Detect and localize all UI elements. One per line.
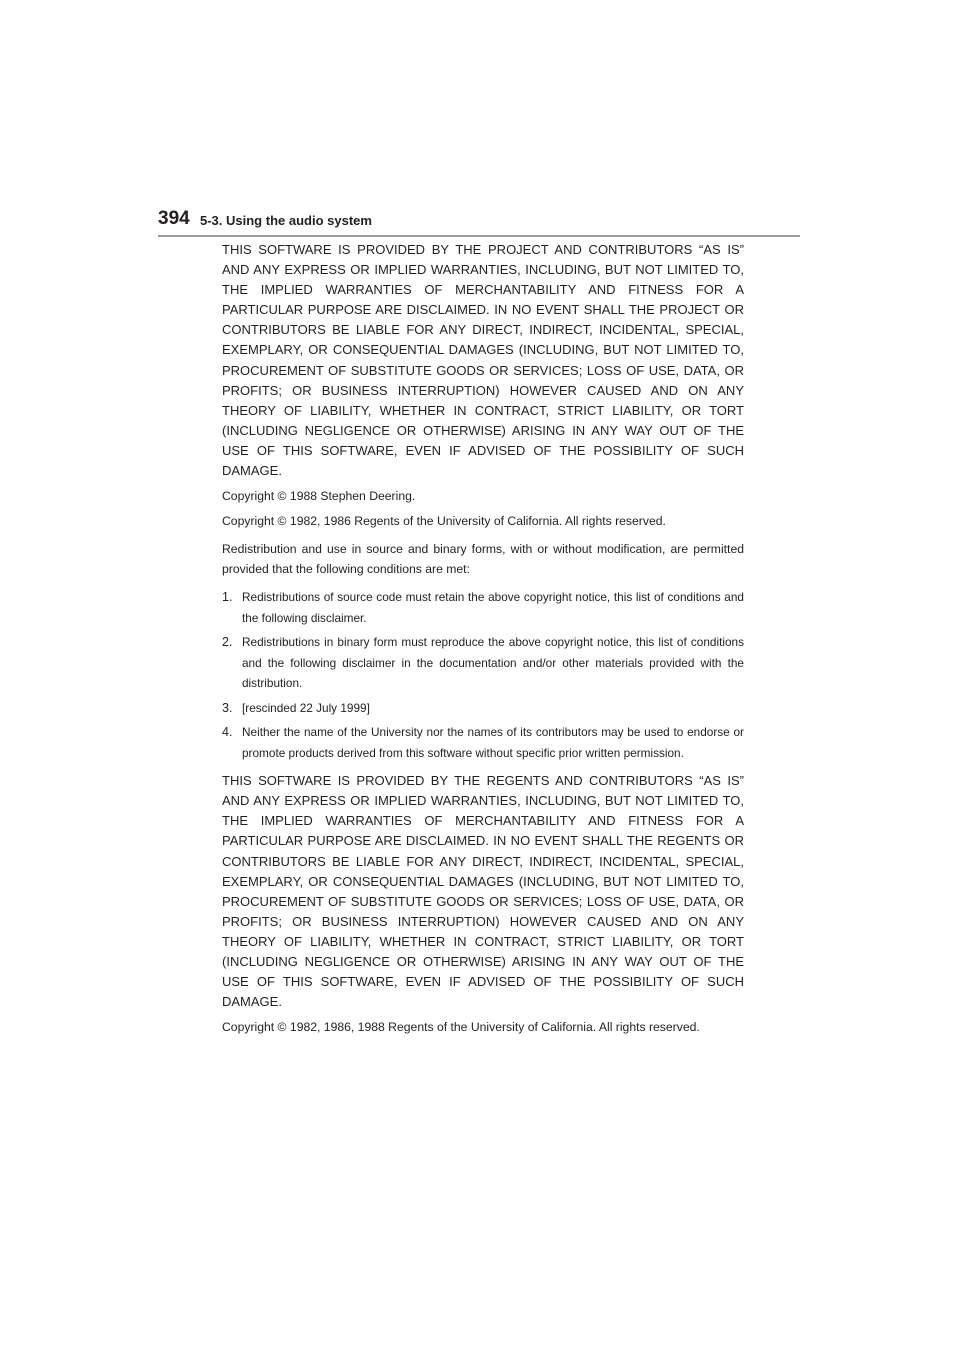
list-item-number: 2. [222, 635, 233, 650]
list-item-text: Neither the name of the University nor the names of its contributors may be used to endorse or promote products derived from this software without specific prior written permission. [242, 725, 744, 760]
copyright-deering: Copyright © 1988 Stephen Deering. [222, 489, 416, 504]
list-item-number: 1. [222, 590, 233, 605]
list-item-text: Redistributions in binary form must reproduce the above copyright notice, this list of conditions and the following disclaimer in the documentation and/or other materials provided with the distribution. [242, 635, 744, 691]
list-item-text: Redistributions of source code must retain the above copyright notice, this list of conditions and the following disclaimer. [242, 590, 744, 625]
conditions-list [222, 587, 744, 763]
page-number: 394 [158, 208, 190, 229]
disclaimer-project: THIS SOFTWARE IS PROVIDED BY THE PROJECT AND CONTRIBUTORS “AS IS” AND ANY EXPRESS OR IMPLIED WARRANTIES, INCLUDING, BUT NOT LIMITED TO, THE IMPLIED WARRANTIES OF MERCHANTABILITY AND FITNESS FOR A PARTICULAR PURPOSE ARE DISCLAIMED. IN NO EVENT SHALL THE PROJECT OR CONTRIBUTORS BE LIABLE FOR ANY DIRECT, INDIRECT, INCIDENTAL, SPECIAL, EXEMPLARY, OR CONSEQUENTIAL DAMAGES (INCLUDING, BUT NOT LIMITED TO, PROCUREMENT OF SUBSTITUTE GOODS OR SERVICES; LOSS OF USE, DATA, OR PROFITS; OR BUSINESS INTERRUPTION) HOWEVER CAUSED AND ON ANY THEORY OF LIABILITY, WHETHER IN CONTRACT, STRICT LIABILITY, OR TORT (INCLUDING NEGLIGENCE OR OTHERWISE) ARISING IN ANY WAY OUT OF THE USE OF THIS SOFTWARE, EVEN IF ADVISED OF THE POSSIBILITY OF SUCH DAMAGE. [222, 242, 744, 479]
list-item-number: 4. [222, 725, 233, 740]
section-title: 5-3. Using the audio system [200, 213, 372, 228]
header-rule [158, 235, 800, 237]
redistribution-intro: Redistribution and use in source and binary forms, with or without modification, are permitted provided that the following conditions are met: [222, 542, 744, 577]
page-content [222, 240, 744, 1037]
list-item [222, 587, 744, 628]
list-item [222, 722, 744, 763]
list-item-number: 3. [222, 700, 233, 715]
list-item [222, 698, 744, 719]
list-item-text: [rescinded 22 July 1999] [242, 700, 370, 715]
page-header [158, 208, 800, 236]
copyright-regents-2: Copyright © 1982, 1986, 1988 Regents of the University of California. All rights reserved. [222, 1020, 700, 1035]
list-item [222, 632, 744, 694]
copyright-regents-1: Copyright © 1982, 1986 Regents of the University of California. All rights reserved. [222, 514, 666, 529]
disclaimer-regents: THIS SOFTWARE IS PROVIDED BY THE REGENTS AND CONTRIBUTORS “AS IS” AND ANY EXPRESS OR IMPLIED WARRANTIES, INCLUDING, BUT NOT LIMITED TO, THE IMPLIED WARRANTIES OF MERCHANTABILITY AND FITNESS FOR A PARTICULAR PURPOSE ARE DISCLAIMED. IN NO EVENT SHALL THE REGENTS OR CONTRIBUTORS BE LIABLE FOR ANY DIRECT, INDIRECT, INCIDENTAL, SPECIAL, EXEMPLARY, OR CONSEQUENTIAL DAMAGES (INCLUDING, BUT NOT LIMITED TO, PROCUREMENT OF SUBSTITUTE GOODS OR SERVICES; LOSS OF USE, DATA, OR PROFITS; OR BUSINESS INTERRUPTION) HOWEVER CAUSED AND ON ANY THEORY OF LIABILITY, WHETHER IN CONTRACT, STRICT LIABILITY, OR TORT (INCLUDING NEGLIGENCE OR OTHERWISE) ARISING IN ANY WAY OUT OF THE USE OF THIS SOFTWARE, EVEN IF ADVISED OF THE POSSIBILITY OF SUCH DAMAGE. [222, 773, 744, 1010]
